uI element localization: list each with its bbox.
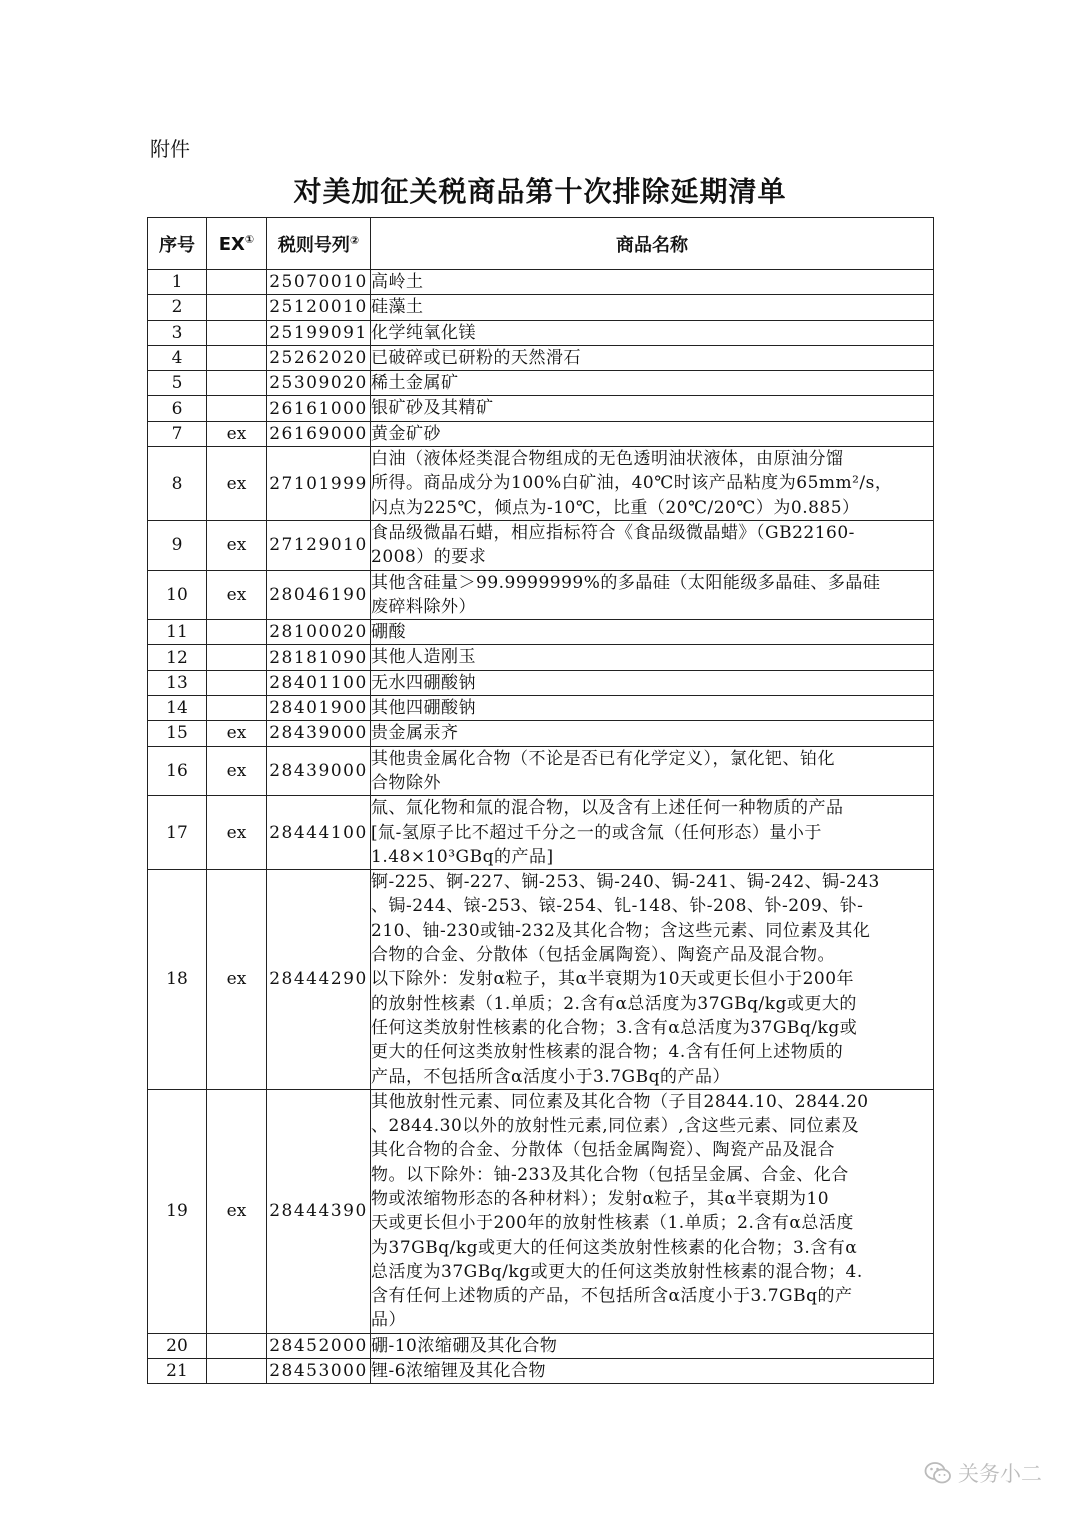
cell-name-line: 天或更长但小于200年的放射性核素（1.单质；2.含有α总活度 (371, 1213, 854, 1234)
col-header-seq: 序号 (148, 218, 207, 270)
cell-ex: ex (207, 870, 267, 1090)
cell-name-line: 更大的任何这类放射性核素的混合物；4.含有任何上述物质的 (371, 1042, 844, 1063)
cell-name-line: 化学纯氧化镁 (371, 322, 476, 343)
cell-seq: 18 (148, 870, 207, 1090)
cell-name-line: 白油（液体烃类混合物组成的无色透明油状液体，由原油分馏 (371, 449, 844, 470)
cell-ex (207, 696, 267, 721)
table-row (148, 570, 934, 620)
cell-name-line: 其他人造刚玉 (371, 647, 476, 668)
cell-seq: 19 (148, 1089, 207, 1333)
table-row (148, 345, 934, 370)
cell-ex: ex (207, 721, 267, 746)
cell-name (371, 696, 934, 721)
cell-name-line: 黄金矿砂 (371, 423, 441, 444)
cell-ex: ex (207, 796, 267, 870)
cell-name (371, 870, 934, 1090)
page-title: 对美加征关税商品第十次排除延期清单 (293, 175, 787, 208)
cell-name-line: 所得。商品成分为100%白矿油，40℃时该产品粘度为65mm²/s， (371, 473, 893, 494)
cell-code: 28439000 (267, 746, 371, 796)
cell-code: 28100020 (267, 620, 371, 645)
cell-code: 28444100 (267, 796, 371, 870)
cell-seq: 4 (148, 345, 207, 370)
cell-name (371, 371, 934, 396)
exclusion-table (147, 217, 934, 1384)
cell-name-line: 锕-225、锕-227、锎-253、锔-240、锔-241、锔-242、锔-243 (371, 872, 880, 893)
table-row (148, 746, 934, 796)
cell-code: 25070010 (267, 270, 371, 295)
cell-name (371, 345, 934, 370)
table-row (148, 796, 934, 870)
cell-name-line: 硼酸 (371, 622, 406, 643)
cell-name-line: 1.48×10³GBq的产品] (371, 846, 554, 867)
cell-name-line: 含有任何上述物质的产品，不包括所含α活度小于3.7GBq的产 (371, 1286, 853, 1307)
cell-code: 27101999 (267, 447, 371, 521)
cell-name-line: 、锔-244、锿-253、锿-254、钆-148、钋-208、钋-209、钋- (371, 896, 864, 917)
cell-ex: ex (207, 520, 267, 570)
cell-ex: ex (207, 746, 267, 796)
cell-seq: 21 (148, 1359, 207, 1384)
cell-seq: 9 (148, 520, 207, 570)
cell-name-line: 锂-6浓缩锂及其化合物 (371, 1361, 547, 1382)
table-row (148, 520, 934, 570)
cell-seq: 11 (148, 620, 207, 645)
watermark (924, 1458, 1042, 1488)
cell-name-line: 高岭土 (371, 272, 424, 292)
cell-ex: ex (207, 421, 267, 446)
cell-name-line: 210、铀-230或铀-232及其化合物；含这些元素、同位素及其化 (371, 920, 871, 941)
cell-name-line: 、2844.30以外的放射性元素,同位素）,含这些元素、同位素及 (371, 1116, 860, 1137)
table-row (148, 1089, 934, 1333)
cell-code: 28181090 (267, 645, 371, 670)
cell-code: 25199091 (267, 320, 371, 345)
cell-code: 28453000 (267, 1359, 371, 1384)
cell-name-line: 其他贵金属化合物（不论是否已有化学定义），氯化钯、铂化 (371, 748, 835, 769)
cell-ex (207, 645, 267, 670)
cell-code: 28401100 (267, 670, 371, 695)
cell-name (371, 645, 934, 670)
cell-ex (207, 371, 267, 396)
cell-ex (207, 396, 267, 421)
cell-seq: 2 (148, 295, 207, 320)
cell-code: 28046190 (267, 570, 371, 620)
footnote-mark-2: ② (349, 233, 360, 247)
footnote-mark-1: ① (244, 232, 255, 246)
cell-name-line: 银矿砂及其精矿 (371, 398, 494, 419)
cell-code: 26161000 (267, 396, 371, 421)
cell-seq: 16 (148, 746, 207, 796)
cell-ex (207, 320, 267, 345)
cell-code: 28401900 (267, 696, 371, 721)
cell-seq: 17 (148, 796, 207, 870)
table-row (148, 447, 934, 521)
table-row (148, 645, 934, 670)
cell-name (371, 320, 934, 345)
cell-name-line: 氚、氚化物和氚的混合物，以及含有上述任何一种物质的产品 (371, 798, 844, 819)
cell-name (371, 270, 934, 295)
wechat-icon (924, 1461, 952, 1485)
cell-code: 28444290 (267, 870, 371, 1090)
cell-name (371, 1089, 934, 1333)
cell-name (371, 1333, 934, 1358)
cell-ex (207, 1333, 267, 1358)
cell-name (371, 520, 934, 570)
cell-name-line: 其他含硅量＞99.9999999%的多晶硅（太阳能级多晶硅、多晶硅 (371, 572, 881, 593)
table-row (148, 870, 934, 1090)
cell-seq: 5 (148, 371, 207, 396)
cell-name-line: 食品级微晶石蜡，相应指标符合《食品级微晶蜡》（GB22160- (371, 522, 855, 543)
cell-name (371, 670, 934, 695)
cell-ex: ex (207, 570, 267, 620)
table-row (148, 371, 934, 396)
cell-code: 27129010 (267, 520, 371, 570)
cell-ex: ex (207, 1089, 267, 1333)
table-row (148, 670, 934, 695)
cell-name-line: 其化合物的合金、分散体（包括金属陶瓷）、陶瓷产品及混合 (371, 1140, 835, 1161)
cell-ex (207, 1359, 267, 1384)
cell-name-line: 以下除外：发射α粒子，其α半衰期为10天或更长但小于200年 (371, 969, 855, 990)
table-row (148, 396, 934, 421)
cell-name-line: 总活度为37GBq/kg或更大的任何这类放射性核素的混合物；4. (371, 1261, 863, 1282)
table-row (148, 696, 934, 721)
col-header-code: 税则号列② (267, 218, 371, 270)
cell-name-line: 稀土金属矿 (371, 373, 459, 394)
cell-name (371, 620, 934, 645)
cell-name (371, 721, 934, 746)
cell-seq: 1 (148, 270, 207, 295)
cell-seq: 13 (148, 670, 207, 695)
cell-name (371, 746, 934, 796)
cell-name (371, 421, 934, 446)
table-row (148, 620, 934, 645)
table-row (148, 721, 934, 746)
cell-seq: 10 (148, 570, 207, 620)
cell-name-line: [氚-氢原子比不超过千分之一的或含氚（任何形态）量小于 (371, 822, 822, 843)
cell-seq: 8 (148, 447, 207, 521)
cell-name-line: 贵金属汞齐 (371, 723, 459, 744)
cell-code: 28452000 (267, 1333, 371, 1358)
cell-ex (207, 620, 267, 645)
cell-code: 28439000 (267, 721, 371, 746)
cell-name (371, 295, 934, 320)
cell-name-line: 合物的合金、分散体（包括金属陶瓷）、陶瓷产品及混合物。 (371, 945, 835, 966)
cell-name-line: 废碎料除外） (371, 596, 476, 617)
cell-ex (207, 345, 267, 370)
table-row (148, 421, 934, 446)
cell-name-line: 物或浓缩物形态的各种材料）；发射α粒子，其α半衰期为10 (371, 1188, 830, 1209)
cell-name-line: 无水四硼酸钠 (371, 672, 476, 693)
cell-seq: 7 (148, 421, 207, 446)
cell-name (371, 570, 934, 620)
cell-name-line: 已破碎或已研粉的天然滑石 (371, 347, 581, 368)
cell-name-line: 硼-10浓缩硼及其化合物 (371, 1335, 558, 1356)
col-header-name: 商品名称 (371, 218, 934, 270)
cell-code: 28444390 (267, 1089, 371, 1333)
cell-name-line: 产品，不包括所含α活度小于3.7GBq的产品） (371, 1066, 730, 1087)
cell-name (371, 447, 934, 521)
cell-name-line: 任何这类放射性核素的化合物；3.含有α总活度为37GBq/kg或 (371, 1017, 858, 1038)
table-row (148, 1333, 934, 1358)
cell-name-line: 硅藻土 (371, 297, 424, 318)
cell-code: 26169000 (267, 421, 371, 446)
cell-ex: ex (207, 447, 267, 521)
table-header-row (148, 218, 934, 270)
cell-name-line: 合物除外 (371, 772, 441, 793)
cell-name (371, 396, 934, 421)
table-row (148, 320, 934, 345)
cell-name (371, 1359, 934, 1384)
cell-seq: 15 (148, 721, 207, 746)
cell-seq: 3 (148, 320, 207, 345)
col-header-ex: EX① (207, 218, 267, 270)
watermark-text: 关务小二 (958, 1462, 1042, 1486)
cell-name-line: 为37GBq/kg或更大的任何这类放射性核素的化合物；3.含有α (371, 1237, 858, 1258)
cell-name-line: 品） (371, 1310, 406, 1331)
table-row (148, 270, 934, 295)
cell-seq: 20 (148, 1333, 207, 1358)
cell-seq: 14 (148, 696, 207, 721)
attachment-label: 附件 (150, 137, 190, 161)
cell-name-line: 其他放射性元素、同位素及其化合物（子目2844.10、2844.20 (371, 1091, 869, 1112)
cell-ex (207, 270, 267, 295)
cell-name (371, 796, 934, 870)
cell-name-line: 的放射性核素（1.单质；2.含有α总活度为37GBq/kg或更大的 (371, 993, 857, 1014)
cell-code: 25262020 (267, 345, 371, 370)
cell-name-line: 其他四硼酸钠 (371, 698, 476, 719)
table-row (148, 295, 934, 320)
table-row (148, 1359, 934, 1384)
cell-name-line: 物。以下除外：铀-233及其化合物（包括呈金属、合金、化合 (371, 1164, 849, 1185)
cell-name-line: 2008）的要求 (371, 547, 487, 568)
cell-name-line: 闪点为225℃，倾点为-10℃，比重（20℃/20℃）为0.885） (371, 497, 860, 518)
cell-code: 25309020 (267, 371, 371, 396)
cell-ex (207, 670, 267, 695)
cell-code: 25120010 (267, 295, 371, 320)
cell-seq: 6 (148, 396, 207, 421)
cell-seq: 12 (148, 645, 207, 670)
cell-ex (207, 295, 267, 320)
